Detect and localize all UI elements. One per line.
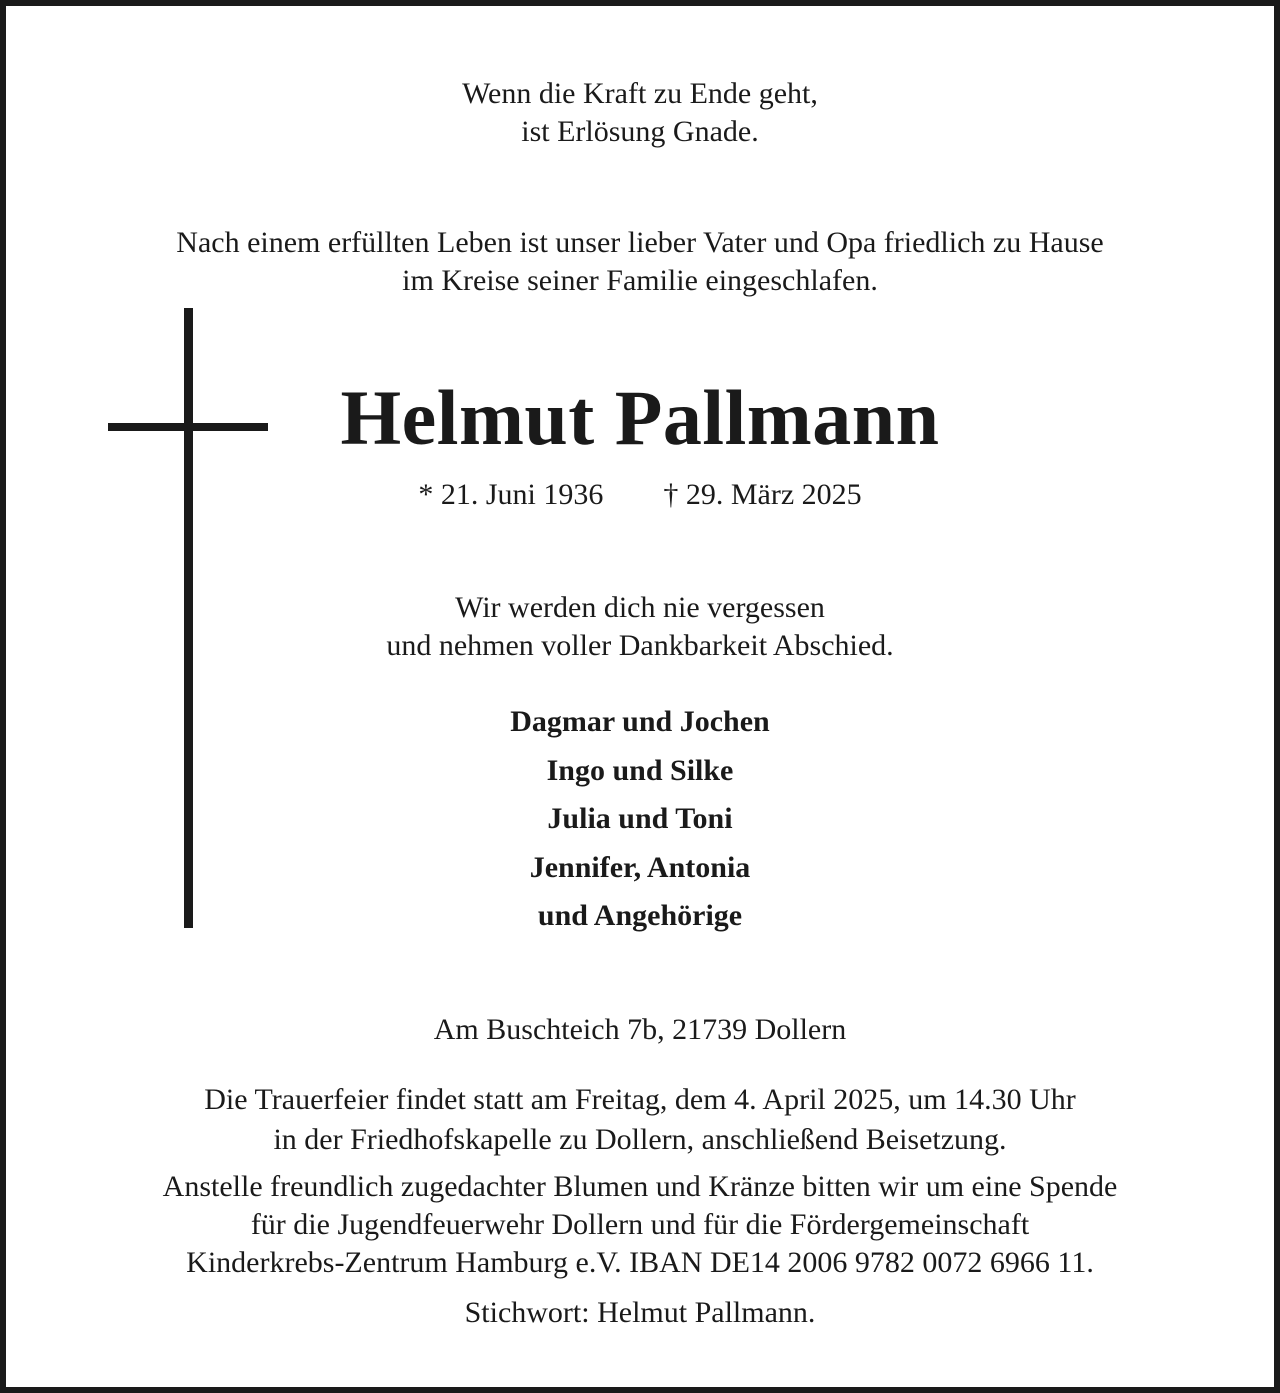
service-line-1: Die Trauerfeier findet statt am Freitag, dem 4. April 2025, um 14.30 Uhr	[204, 1083, 1076, 1116]
mourner-name: Julia und Toni	[547, 802, 733, 835]
intro-line-2: im Kreise seiner Familie eingeschlafen.	[402, 264, 878, 297]
death-date: † 29. März 2025	[663, 478, 862, 511]
mourner-name: Dagmar und Jochen	[510, 705, 770, 738]
donation-keyword: Stichwort: Helmut Pallmann.	[464, 1296, 816, 1329]
donation-line-3: Kinderkrebs-Zentrum Hamburg e.V. IBAN DE14 2006 9782 0072 6966 11.	[186, 1246, 1094, 1279]
life-dates	[6, 476, 1274, 514]
mourner-name: Jennifer, Antonia	[529, 851, 751, 884]
service-line-2: in der Friedhofskapelle zu Dollern, anschließend Beisetzung.	[273, 1123, 1007, 1156]
intro-line-1: Nach einem erfüllten Leben ist unser lieber Vater und Opa friedlich zu Hause	[176, 226, 1104, 259]
mourner-name: und Angehörige	[537, 899, 743, 932]
motto-line-1: Wenn die Kraft zu Ende geht,	[462, 77, 818, 110]
mourner-name: Ingo und Silke	[546, 754, 734, 787]
farewell-line-1: Wir werden dich nie vergessen	[455, 591, 825, 624]
birth-date: * 21. Juni 1936	[418, 478, 604, 511]
motto-line-2: ist Erlösung Gnade.	[521, 115, 759, 148]
deceased-name: Helmut Pallmann	[340, 374, 940, 461]
farewell-line-2: und nehmen voller Dankbarkeit Abschied.	[386, 629, 894, 662]
address: Am Buschteich 7b, 21739 Dollern	[433, 1013, 847, 1046]
donation-line-2: für die Jugendfeuerwehr Dollern und für die Fördergemeinschaft	[250, 1208, 1030, 1241]
donation-line-1: Anstelle freundlich zugedachter Blumen und Kränze bitten wir um eine Spende	[162, 1170, 1118, 1203]
